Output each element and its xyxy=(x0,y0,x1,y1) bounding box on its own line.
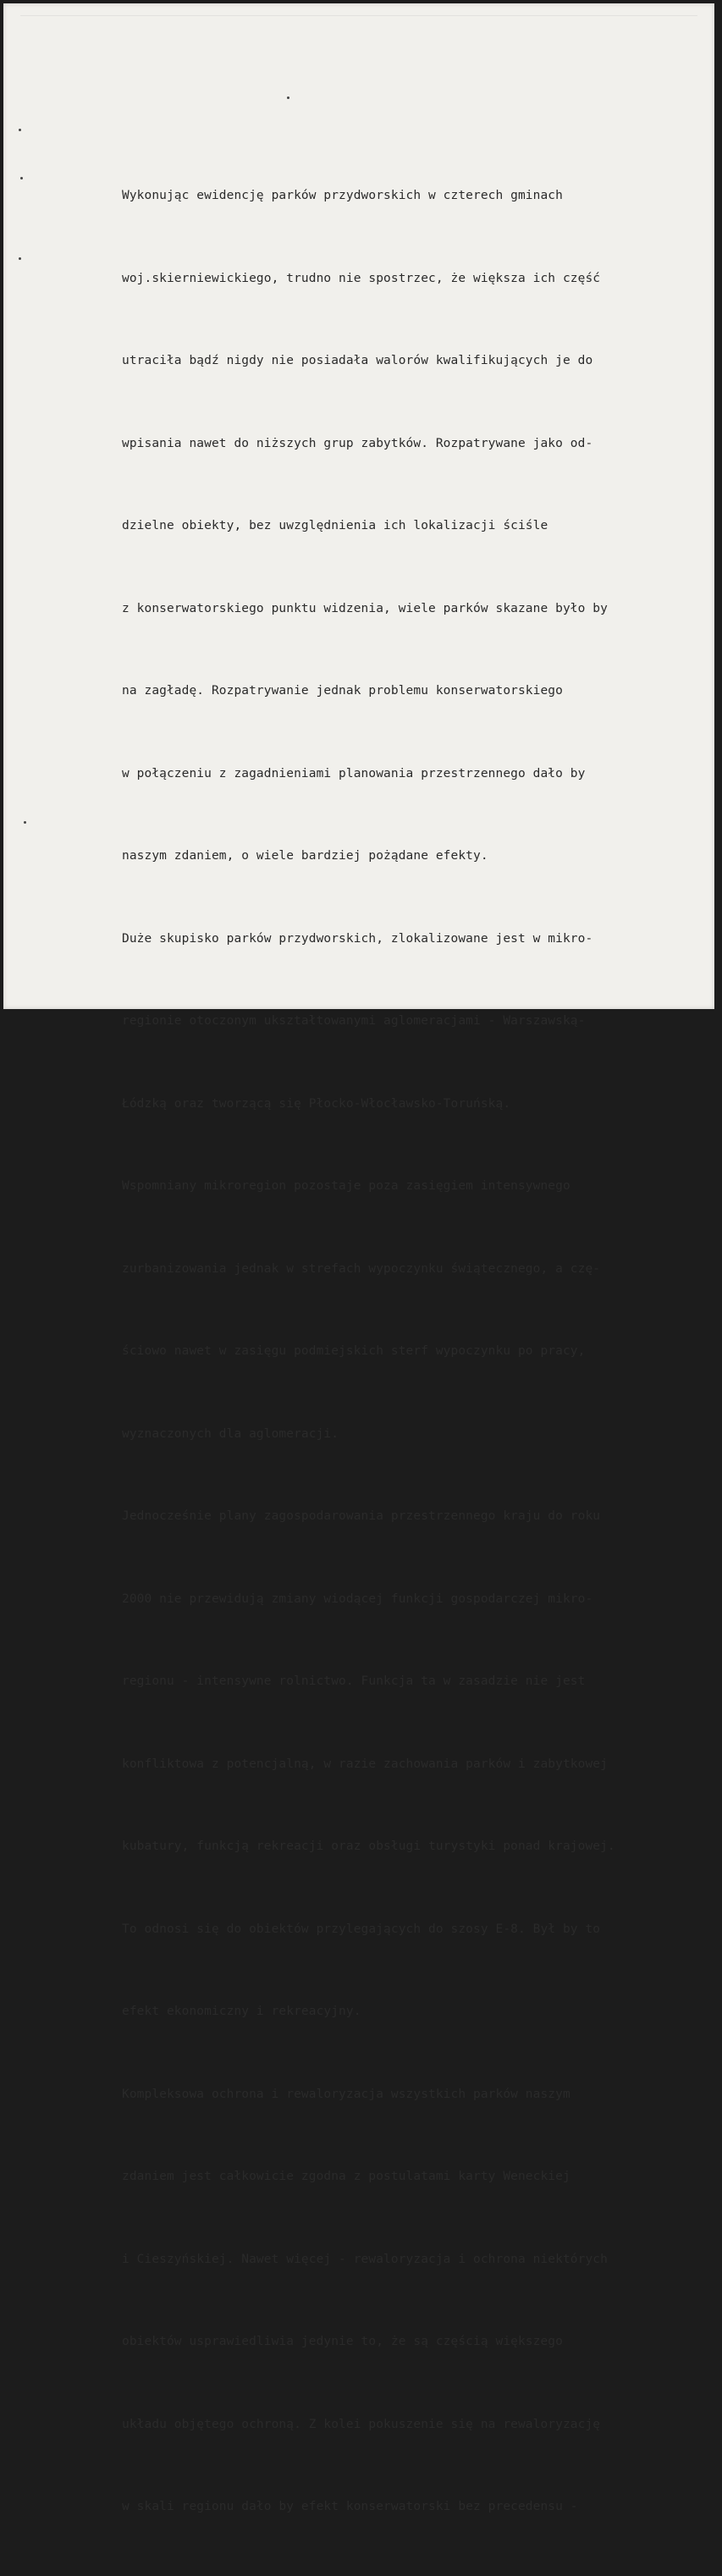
text-line: utraciła bądź nigdy nie posiadała walorów kwalifikujących je do xyxy=(122,354,593,367)
text-line: Kompleksowa ochrona i rewaloryzacja wszystkich parków naszym xyxy=(122,2087,570,2101)
text-line: kubatury, funkcją rekreacji oraz obsługi turystyki ponad krajowej. xyxy=(122,1840,615,1853)
text-line: zurbanizowania jednak w strefach wypoczynku świątecznego, a czę- xyxy=(122,1261,601,1276)
text-line: woj.skierniewickiego, trudno nie spostrzec, że większa ich część xyxy=(122,271,601,285)
text-line: z konserwatorskiego punktu widzenia, wiele parków skazane było by xyxy=(122,601,608,615)
text-line: regionu - intensywne rolnictwo. Funkcja ta w zasadzie nie jest xyxy=(122,1674,586,1688)
text-line: w skali regionu dało by efekt konserwatorski bez precedensu - xyxy=(122,2500,578,2513)
text-line: Wykonując ewidencję parków przydworskich w czterech gminach xyxy=(122,189,563,202)
margin-mark xyxy=(287,97,289,99)
text-line: naszym zdaniem, o wiele bardziej pożądane efekty. xyxy=(122,849,488,863)
margin-mark xyxy=(20,177,23,179)
document-page xyxy=(3,3,714,2513)
text-line: Duże skupisko parków przydworskich, zlokalizowane jest w mikro- xyxy=(122,931,593,946)
text-line: zdaniem jest całkowicie zgodna z postulatami karty Weneckiej xyxy=(122,2170,570,2183)
text-line: układu objętego ochroną. Z kolei pokuszenie się na rewaloryzację xyxy=(122,2417,601,2431)
typewritten-text xyxy=(122,127,706,2576)
text-line: konfliktowa z potencjalną, w razie zachowania parków i zabytkowej xyxy=(122,1757,608,1771)
text-line: Wspomniany mikroregion pozostaje poza zasięgiem intensywnego xyxy=(122,1179,570,1193)
text-line: Łódzką oraz tworzącą się Płocko-Włocławsko-Toruńską. xyxy=(122,1096,511,1111)
text-line: w połączeniu z zagadnieniami planowania przestrzennego dało by xyxy=(122,766,586,781)
text-line: dzielne obiekty, bez uwzględnienia ich lokalizacji ściśle xyxy=(122,519,548,532)
text-line: obiektów usprawiedliwia jedynie to, że są częścią większego xyxy=(122,2335,563,2348)
text-line: Jednocześnie plany zagospodarowania przestrzennego kraju do roku xyxy=(122,1509,601,1523)
text-line: wyznaczonych dla aglomeracji. xyxy=(122,1426,339,1441)
text-line: na zagładę. Rozpatrywanie jednak problemu konserwatorskiego xyxy=(122,684,563,698)
margin-mark xyxy=(24,821,26,824)
text-line: regionie otoczonym ukształtowanymi aglomeracjami - Warszawską- xyxy=(122,1014,586,1028)
text-line: 2000 nie przewidują zmiany wiodącej funkcji gospodarczej mikro- xyxy=(122,1591,593,1606)
text-line: ściowo nawet w zasięgu podmiejskich sterf wypoczynku po pracy, xyxy=(122,1344,586,1358)
text-line: To odnosi się do obiektów przylegających do szosy E-8. Był by to xyxy=(122,1922,601,1936)
margin-mark xyxy=(19,257,21,260)
text-line: wpisania nawet do niższych grup zabytków. Rozpatrywane jako od- xyxy=(122,436,593,450)
text-line: efekt ekonomiczny i rekreacyjny. xyxy=(122,2005,361,2018)
page-top-edge xyxy=(20,15,697,16)
text-line: i Cieszyńskiej. Nawet więcej - rewaloryzacja i ochrona niektórych xyxy=(122,2252,608,2266)
margin-mark xyxy=(19,129,21,131)
